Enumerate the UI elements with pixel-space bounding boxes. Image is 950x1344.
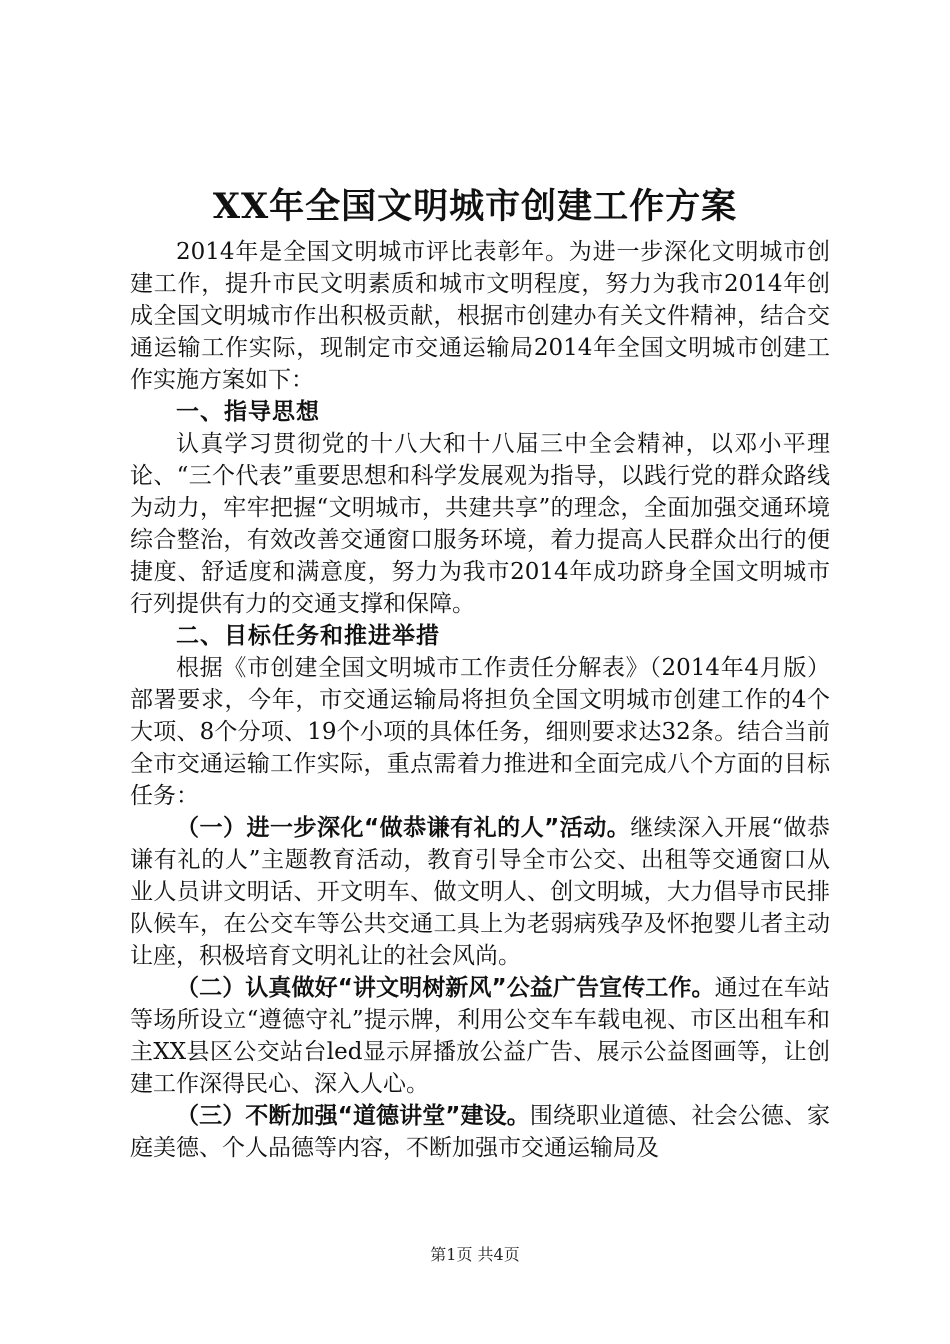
section-heading-goals-tasks: 二、目标任务和推进举措	[176, 623, 440, 649]
goals-tasks-paragraph: 根据《市创建全国文明城市工作责任分解表》（2014年4月版）部署要求，今年，市交通运输局将担负全国文明城市创建工作的4个大项、8个分项、19个小项的具体任务，细则要求达32条。结合当前全市交通运输工作实际，重点需着力推进和全面完成八个方面的目标任务：	[130, 655, 830, 809]
document-title: XX年全国文明城市创建工作方案	[212, 186, 738, 227]
task-item-3	[130, 1100, 830, 1164]
task-item-1-text: 继续深入开展“做恭谦有礼的人”主题教育活动，教育引导全市公交、出租等交通窗口从业人员讲文明话、开文明车、做文明人、创文明城，大力倡导市民排队候车，在公交车等公共交通工具上为老弱病残孕及怀抱婴儿者主动让座，积极培育文明礼让的社会风尚。	[130, 815, 830, 969]
section-heading-guiding-ideology: 一、指导思想	[176, 399, 320, 425]
intro-paragraph: 2014年是全国文明城市评比表彰年。为进一步深化文明城市创建工作，提升市民文明素质和城市文明程度，努力为我市2014年创成全国文明城市作出积极贡献，根据市创建办有关文件精神，结合交通运输工作实际，现制定市交通运输局2014年全国文明城市创建工作实施方案如下：	[130, 239, 830, 393]
guiding-ideology-paragraph: 认真学习贯彻党的十八大和十八届三中全会精神，以邓小平理论、“三个代表”重要思想和科学发展观为指导，以践行党的群众路线为动力，牢牢把握“文明城市，共建共享”的理念，全面加强交通环境综合整治，有效改善交通窗口服务环境，着力提高人民群众出行的便捷度、舒适度和满意度，努力为我市2014年成功跻身全国文明城市行列提供有力的交通支撑和保障。	[130, 431, 830, 617]
task-item-3-lead: （三）不断加强“道德讲堂”建设。	[176, 1103, 530, 1129]
task-item-3-text: 围绕职业道德、社会公德、家庭美德、个人品德等内容，不断加强市交通运输局及	[130, 1103, 831, 1161]
task-item-2-text: 通过在车站等场所设立“遵德守礼”提示牌，利用公交车车载电视、市区出租车和主XX县区公交站台led显示屏播放公益广告、展示公益图画等，让创建工作深得民心、深入人心。	[130, 975, 831, 1097]
task-item-2	[130, 972, 830, 1100]
task-item-1-lead: （一）进一步深化“做恭谦有礼的人”活动。	[176, 815, 631, 841]
task-item-2-lead: （二）认真做好“讲文明树新风”公益广告宣传工作。	[176, 975, 715, 1001]
document-body	[130, 236, 830, 1164]
page-number-footer: 第1页 共4页	[430, 1245, 520, 1264]
task-item-1	[130, 812, 830, 972]
